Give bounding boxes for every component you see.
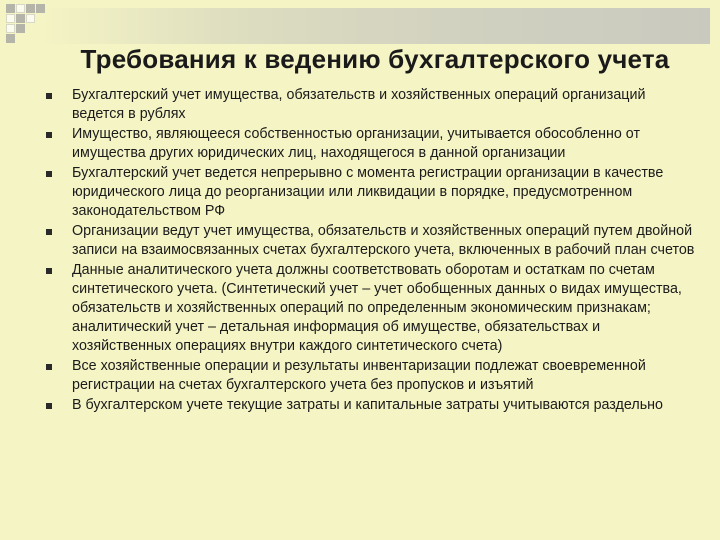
square-bullet-icon: [46, 171, 52, 177]
decor-square: [16, 24, 25, 33]
list-item: [46, 164, 696, 221]
list-item: [46, 261, 696, 356]
decor-square: [26, 4, 35, 13]
list-item-text: Все хозяйственные операции и результаты инвентаризации подлежат своевременной регистрации на счетах бухгалтерского учета без пропусков и изъятий: [72, 358, 646, 393]
square-bullet-icon: [46, 229, 52, 235]
square-bullet-icon: [46, 364, 52, 370]
header-gradient-band: [40, 8, 710, 44]
decor-square: [26, 14, 35, 23]
decor-square: [6, 34, 15, 43]
decor-square: [16, 4, 25, 13]
bullet-list: [46, 86, 696, 416]
list-item: [46, 86, 696, 124]
decor-square: [16, 14, 25, 23]
square-bullet-icon: [46, 403, 52, 409]
square-bullet-icon: [46, 93, 52, 99]
list-item: [46, 396, 696, 415]
list-item-text: Данные аналитического учета должны соответствовать оборотам и остаткам по счетам синтетического учета. (Синтетический учет – учет обобщенных данных о видах имущества, обязательств и хозяйственных операций по определенным экономическим признакам; аналитический учет – детальная информация об имуществе, обязательствах и хозяйственных операциях внутри каждого синтетического счета): [72, 262, 682, 354]
square-bullet-icon: [46, 132, 52, 138]
decor-square: [6, 14, 15, 23]
square-bullet-icon: [46, 268, 52, 274]
decor-square: [36, 4, 45, 13]
list-item-text: В бухгалтерском учете текущие затраты и капитальные затраты учитываются раздельно: [72, 397, 664, 413]
list-item: [46, 125, 696, 163]
list-item-text: Организации ведут учет имущества, обязательств и хозяйственных операций путем двойной записи на взаимосвязанных счетах бухгалтерского учета, включенных в рабочий план счетов: [72, 223, 695, 258]
list-item-text: Бухгалтерский учет ведется непрерывно с момента регистрации организации в качестве юридического лица до реорганизации или ликвидации в порядке, предусмотренном законодательством РФ: [72, 165, 664, 219]
list-item: [46, 222, 696, 260]
list-item-text: Бухгалтерский учет имущества, обязательств и хозяйственных операций организаций ведется в рублях: [72, 87, 646, 122]
list-item: [46, 357, 696, 395]
decor-square: [6, 24, 15, 33]
list-item-text: Имущество, являющееся собственностью организации, учитывается обособленно от имущества других юридических лиц, находящегося в данной организации: [72, 126, 640, 161]
slide-title: Требования к ведению бухгалтерского учета: [80, 44, 670, 74]
decor-square: [6, 4, 15, 13]
